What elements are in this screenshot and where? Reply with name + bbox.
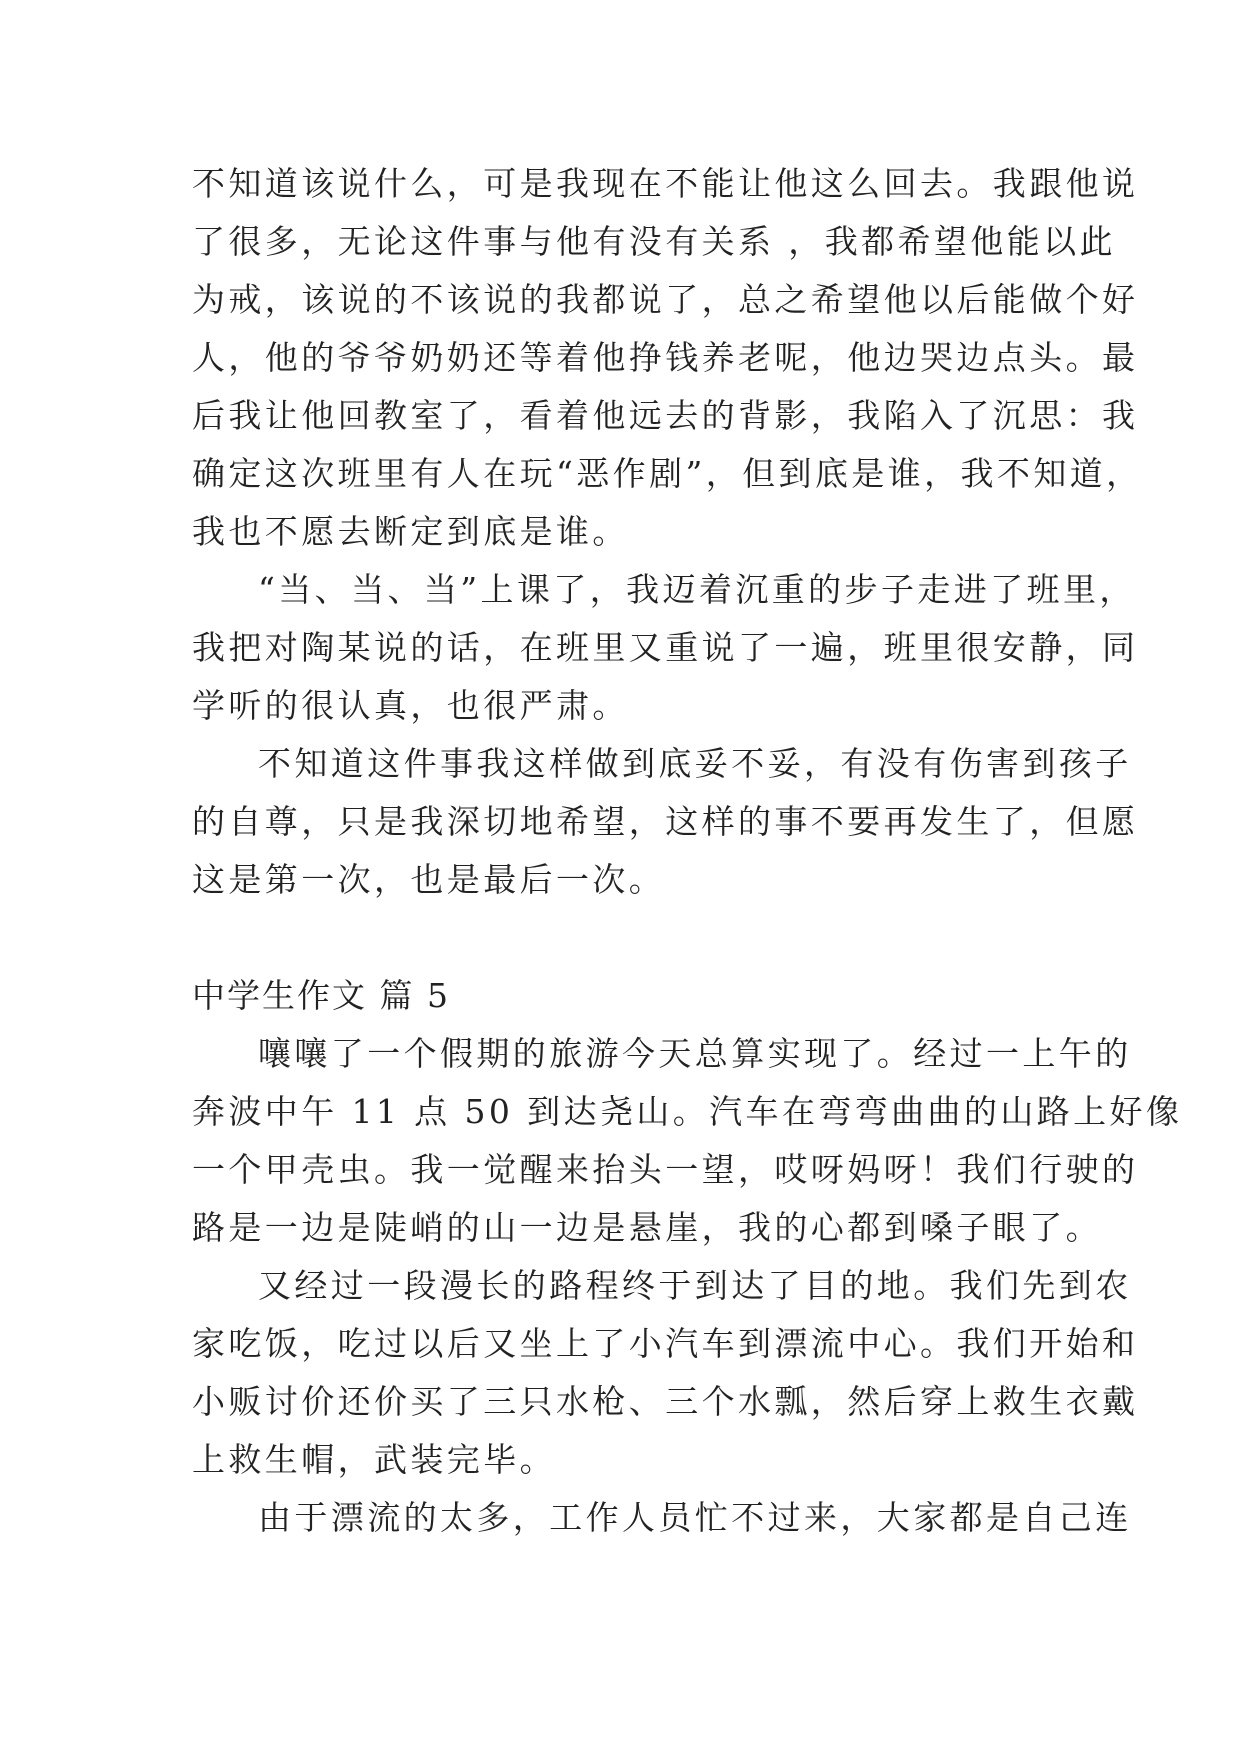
- text-line: 的自尊，只是我深切地希望，这样的事不要再发生了，但愿: [192, 802, 1139, 841]
- text-line: 了很多，无论这件事与他有没有关系 ，我都希望他能以此: [192, 222, 1116, 261]
- text-line: 人，他的爷爷奶奶还等着他挣钱养老呢，他边哭边点头。最: [192, 338, 1139, 377]
- text-line: 我也不愿去断定到底是谁。: [192, 512, 629, 551]
- text-line: 嚷嚷了一个假期的旅游今天总算实现了。经过一上午的: [258, 1034, 1132, 1073]
- text-line: 上救生帽，武装完毕。: [192, 1440, 556, 1479]
- text-line: 家吃饭，吃过以后又坐上了小汽车到漂流中心。我们开始和: [192, 1324, 1139, 1363]
- text-line: 小贩讨价还价买了三只水枪、三个水瓢，然后穿上救生衣戴: [192, 1382, 1139, 1421]
- text-line: “当、当、当”上课了，我迈着沉重的步子走进了班里，: [258, 570, 1136, 609]
- text-line: 路是一边是陡峭的山一边是悬崖，我的心都到嗓子眼了。: [192, 1208, 1102, 1247]
- text-line: 我把对陶某说的话，在班里又重说了一遍，班里很安静，同: [192, 628, 1139, 667]
- text-line: 不知道这件事我这样做到底妥不妥，有没有伤害到孩子: [258, 744, 1132, 783]
- text-line: 不知道该说什么，可是我现在不能让他这么回去。我跟他说: [192, 164, 1139, 203]
- text-line: 为戒，该说的不该说的我都说了，总之希望他以后能做个好: [192, 280, 1139, 319]
- text-line: 奔波中午 11 点 50 到达尧山。汽车在弯弯曲曲的山路上好像: [192, 1092, 1183, 1131]
- text-line: 学听的很认真，也很严肃。: [192, 686, 629, 725]
- text-line: 由于漂流的太多，工作人员忙不过来，大家都是自己连: [258, 1498, 1132, 1537]
- text-line: 一个甲壳虫。我一觉醒来抬头一望，哎呀妈呀！我们行驶的: [192, 1150, 1139, 1189]
- section-heading: 中学生作文 篇 5: [192, 976, 450, 1015]
- text-line: 这是第一次，也是最后一次。: [192, 860, 666, 899]
- text-line: 确定这次班里有人在玩“恶作剧”，但到底是谁，我不知道，: [192, 454, 1143, 493]
- text-line: 后我让他回教室了，看着他远去的背影，我陷入了沉思：我: [192, 396, 1139, 435]
- text-line: 又经过一段漫长的路程终于到达了目的地。我们先到农: [258, 1266, 1132, 1305]
